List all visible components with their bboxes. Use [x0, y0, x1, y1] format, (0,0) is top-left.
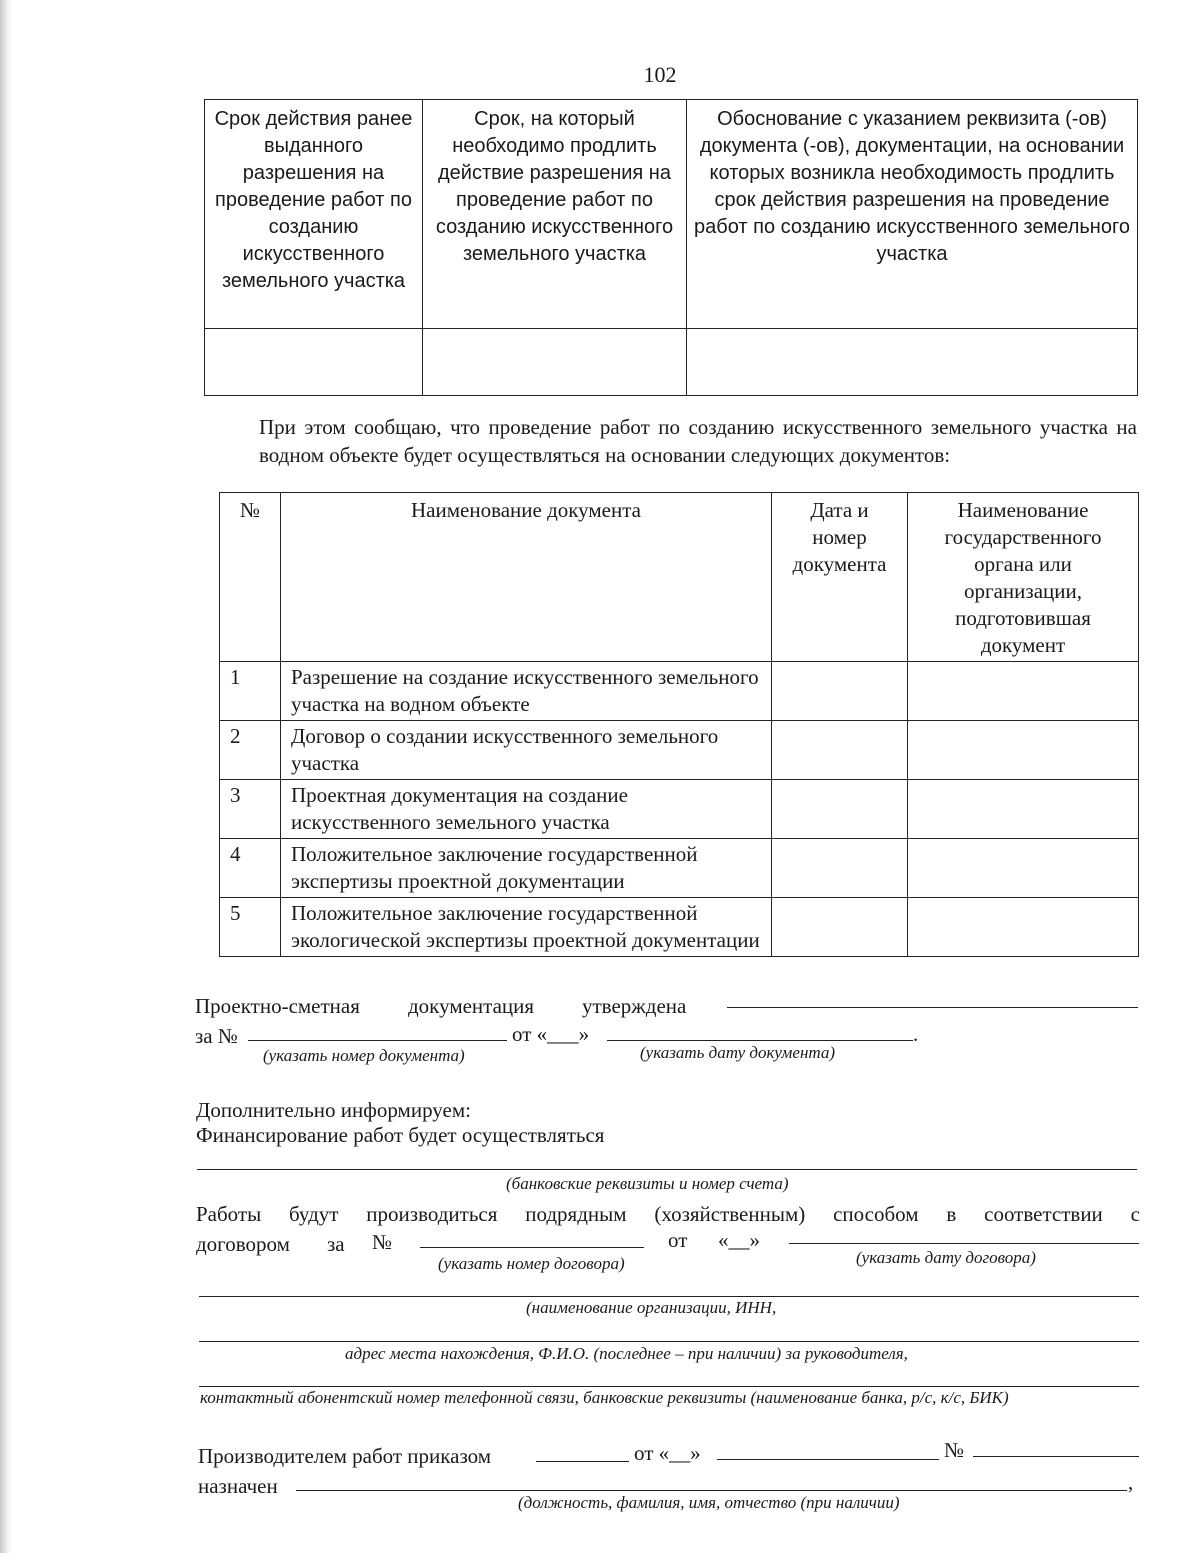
address-blank[interactable] [199, 1341, 1139, 1342]
header-document-name: Наименование документа [281, 493, 772, 662]
row-organization-cell[interactable] [908, 898, 1139, 957]
header-extension-term: Срок, на который необходимо продлить действие разрешения на проведение работ по созданию искусственного земельного участка [423, 100, 687, 329]
hint-contract-number: (указать номер договора) [438, 1254, 625, 1273]
psd-za-no: за № [195, 1024, 238, 1048]
cell-justification[interactable] [687, 329, 1138, 396]
table-row [220, 898, 1139, 957]
header-number: № [220, 493, 281, 662]
hint-document-number: (указать номер документа) [263, 1046, 465, 1065]
works-quote: «__» [718, 1228, 760, 1252]
producer-naznachen: назначен [198, 1474, 278, 1498]
producer-comma: , [1128, 1470, 1134, 1494]
contract-number-blank[interactable] [420, 1247, 644, 1248]
extension-table [204, 99, 1138, 396]
works-word: способом [833, 1202, 919, 1226]
row-number: 5 [220, 898, 281, 957]
works-word: в [946, 1202, 957, 1226]
works-word: производиться [366, 1202, 498, 1226]
row-organization-cell[interactable] [908, 839, 1139, 898]
header-justification: Обоснование с указанием реквизита (-ов) документа (-ов), документации, на основании которых возникла необходимость продлить срок действия разрешения на проведение работ по созданию искусственного земельного участка [687, 100, 1138, 329]
row-organization-cell[interactable] [908, 721, 1139, 780]
row-date-number-cell[interactable] [772, 780, 908, 839]
extension-table-header [205, 100, 1138, 329]
financing-label: Финансирование работ будет осуществляться [196, 1123, 605, 1147]
psd-word-2: документация [408, 994, 535, 1018]
cell-previous-term[interactable] [205, 329, 423, 396]
row-organization-cell[interactable] [908, 780, 1139, 839]
producer-ot: от «__» [634, 1441, 701, 1465]
psd-word-3: утверждена [582, 994, 687, 1018]
hint-contract-date: (указать дату договора) [856, 1248, 1036, 1267]
row-document-name: Положительное заключение государственной экспертизы проектной документации [281, 839, 772, 898]
header-date-number: Дата и номер документа [772, 493, 908, 662]
psd-approval-blank[interactable] [727, 1007, 1138, 1008]
works-no: № [372, 1230, 393, 1254]
hint-organization: (наименование организации, ИНН, [526, 1298, 777, 1317]
row-number: 2 [220, 721, 281, 780]
cell-extension-term[interactable] [423, 329, 687, 396]
row-document-name: Проектная документация на создание искусственного земельного участка [281, 780, 772, 839]
psd-ot: от «___» [512, 1022, 590, 1046]
psd-word-1: Проектно-сметная [195, 994, 360, 1018]
hint-contacts: контактный абонентский номер телефонной связи, банковские реквизиты (наименование банка, р/с, к/с, БИК) [200, 1388, 1009, 1407]
works-word: с [1130, 1202, 1140, 1226]
row-number: 3 [220, 780, 281, 839]
appointee-blank[interactable] [296, 1490, 1127, 1491]
table-row [220, 721, 1139, 780]
works-dogovorom: договором [196, 1232, 290, 1256]
hint-address: адрес места нахождения, Ф.И.О. (последнее – при наличии) за руководителя, [345, 1344, 908, 1363]
bank-details-blank[interactable] [197, 1169, 1137, 1170]
hint-appointee: (должность, фамилия, имя, отчество (при наличии) [518, 1493, 900, 1512]
row-date-number-cell[interactable] [772, 898, 908, 957]
table-row [220, 839, 1139, 898]
works-word: будут [289, 1202, 339, 1226]
psd-date-blank[interactable] [607, 1040, 913, 1041]
works-word: соответствии [984, 1202, 1103, 1226]
order-number-blank[interactable] [536, 1461, 629, 1462]
works-word: Работы [196, 1202, 262, 1226]
row-date-number-cell[interactable] [772, 721, 908, 780]
row-date-number-cell[interactable] [772, 839, 908, 898]
psd-number-blank[interactable] [248, 1040, 507, 1041]
additional-title: Дополнительно информируем: [196, 1098, 471, 1122]
row-document-name: Договор о создании искусственного земельного участка [281, 721, 772, 780]
extension-table-row [205, 329, 1138, 396]
scan-edge-shadow [0, 0, 12, 1553]
works-ot: от [668, 1228, 688, 1252]
hint-document-date: (указать дату документа) [640, 1043, 836, 1062]
hint-bank-details: (банковские реквизиты и номер счета) [506, 1174, 789, 1193]
table-row [220, 780, 1139, 839]
row-document-name: Разрешение на создание искусственного земельного участка на водном объекте [281, 662, 772, 721]
row-number: 1 [220, 662, 281, 721]
intro-paragraph: При этом сообщаю, что проведение работ по созданию искусственного земельного участка на водном объекте будет осуществляться на основании следующих документов: [259, 415, 1137, 467]
works-line [196, 1200, 1140, 1228]
header-organization: Наименование государственного органа или организации, подготовившая документ [908, 493, 1139, 662]
row-document-name: Положительное заключение государственной экологической экспертизы проектной документации [281, 898, 772, 957]
row-organization-cell[interactable] [908, 662, 1139, 721]
psd-period: . [913, 1022, 919, 1046]
order-no-blank[interactable] [973, 1456, 1139, 1457]
page-number: 102 [643, 62, 677, 87]
contacts-blank[interactable] [199, 1386, 1139, 1387]
row-date-number-cell[interactable] [772, 662, 908, 721]
row-number: 4 [220, 839, 281, 898]
documents-table [219, 492, 1139, 957]
order-date-blank[interactable] [717, 1459, 939, 1460]
table-row [220, 662, 1139, 721]
producer-label: Производителем работ приказом [198, 1444, 492, 1468]
producer-no: № [944, 1438, 965, 1462]
works-za: за [327, 1232, 345, 1256]
organization-blank[interactable] [199, 1296, 1139, 1297]
header-previous-term: Срок действия ранее выданного разрешения на проведение работ по созданию искусственного земельного участка [205, 100, 423, 329]
works-word: (хозяйственным) [654, 1202, 806, 1226]
documents-table-header [220, 493, 1139, 662]
contract-date-blank[interactable] [789, 1243, 1139, 1244]
works-word: подрядным [525, 1202, 627, 1226]
